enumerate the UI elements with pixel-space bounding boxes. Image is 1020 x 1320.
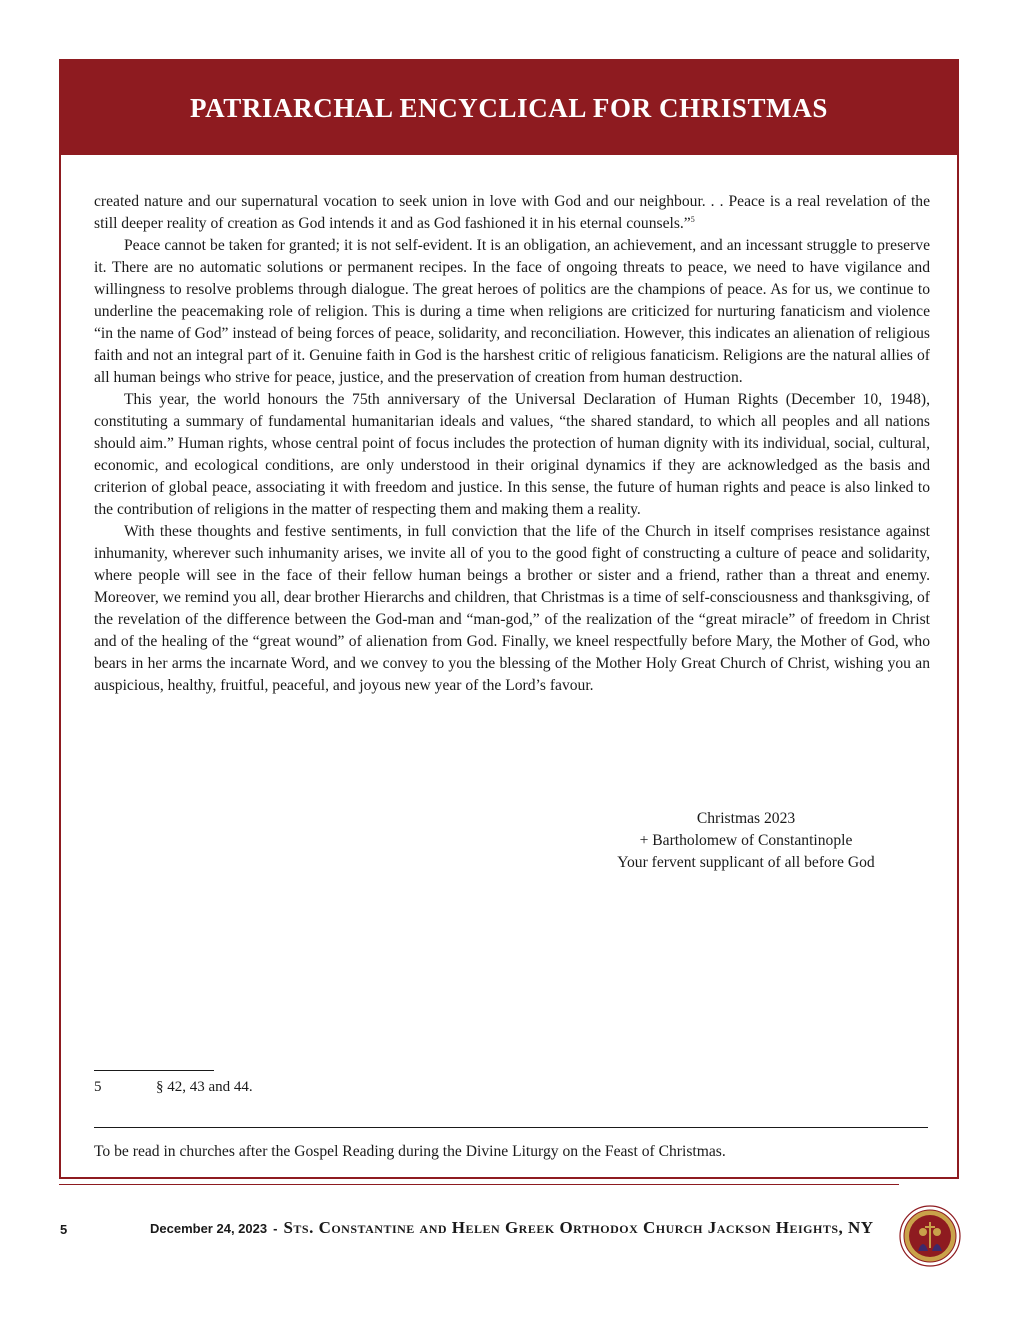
footnote [94,1077,253,1097]
page-footer [0,1180,1020,1280]
closing-divider [94,1127,928,1128]
footer-line [150,1218,874,1238]
paragraph [94,191,930,235]
footer-date: December 24, 2023 [150,1221,268,1236]
page-number: 5 [60,1222,68,1237]
encyclical-body [94,191,930,697]
closing-note: To be read in churches after the Gospel Reading during the Divine Liturgy on the Feast of Christmas. [94,1143,726,1160]
paragraph: With these thoughts and festive sentiments, in full conviction that the life of the Church in itself comprises resistance against inhumanity, wherever such inhumanity arises, we invite all of you to the good fight of constructing a culture of peace and solidarity, where people will see in the face of their fellow human beings a brother or sister and a friend, rather than a threat and enemy. Moreover, we remind you all, dear brother Hierarchs and children, that Christmas is a time of self-consciousness and thanksgiving, of the revelation of the difference between the God-man and “man-god,” of the realization of the “great miracle” of freedom in Christ and of the healing of the “great wound” of alienation from God. Finally, we kneel respectfully before Mary, the Mother of God, who bears in her arms the incarnate Word, and we convey to you the blessing of the Mother Holy Great Church of Christ, wishing you an auspicious, healthy, fruitful, peaceful, and joyous new year of the Lord’s favour. [94,523,930,694]
footer-separator: - [273,1221,278,1236]
signature-block [581,808,911,874]
signature-name: + Bartholomew of Constantinople [639,832,853,849]
title-banner [61,61,957,155]
footer-church-name: Sts. Constantine and Helen Greek Orthodox Church Jackson Heights, NY [283,1218,874,1237]
signature-date: Christmas 2023 [696,810,796,827]
church-seal-icon [899,1205,961,1267]
footnote-text: § 42, 43 and 44. [156,1079,253,1095]
footnote-number: 5 [94,1079,102,1095]
footer-divider [59,1184,899,1185]
paragraph-text: created nature and our supernatural vocation to seek union in love with God and our neighbour. . . Peace is a real revelation of the still deeper reality of creation as God intends it and as God fashioned it in his eternal counsels.” [94,193,930,232]
paragraph: This year, the world honours the 75th anniversary of the Universal Declaration of Human Rights (December 10, 1948), constituting a summary of fundamental humanitarian ideals and values, “the shared standard, to which all peoples and all nations should aim.” Human rights, whose central point of focus includes the protection of human dignity with its individual, social, cultural, economic, and ecological conditions, are only understood in their original dynamics if they are acknowledged as the basis and criterion of global peace, associating it with freedom and justice. In this sense, the future of human rights and peace is also linked to the contribution of religions in the matter of respecting them and making them a reality. [94,391,930,518]
page-frame [59,59,959,1179]
paragraph: Peace cannot be taken for granted; it is not self-evident. It is an obligation, an achievement, and an incessant struggle to preserve it. There are no automatic solutions or permanent recipes. In the face of ongoing threats to peace, we need to have vigilance and willingness to resolve problems through dialogue. The great heroes of politics are the champions of peace. As for us, we continue to underline the peacemaking role of religion. This is during a time when religions are criticized for nurturing fanaticism and violence “in the name of God” instead of being forces of peace, solidarity, and reconciliation. However, this indicates an alienation of religious faith and not an integral part of it. Genuine faith in God is the harshest critic of religious fanaticism. Religions are the natural allies of all human beings who strive for peace, justice, and the preservation of creation from human destruction. [94,237,930,386]
page-title: PATRIARCHAL ENCYCLICAL FOR CHRISTMAS [190,92,828,123]
footnote-ref[interactable]: 5 [690,214,695,224]
footnote-divider [94,1070,214,1071]
signature-closing: Your fervent supplicant of all before God [617,854,875,871]
